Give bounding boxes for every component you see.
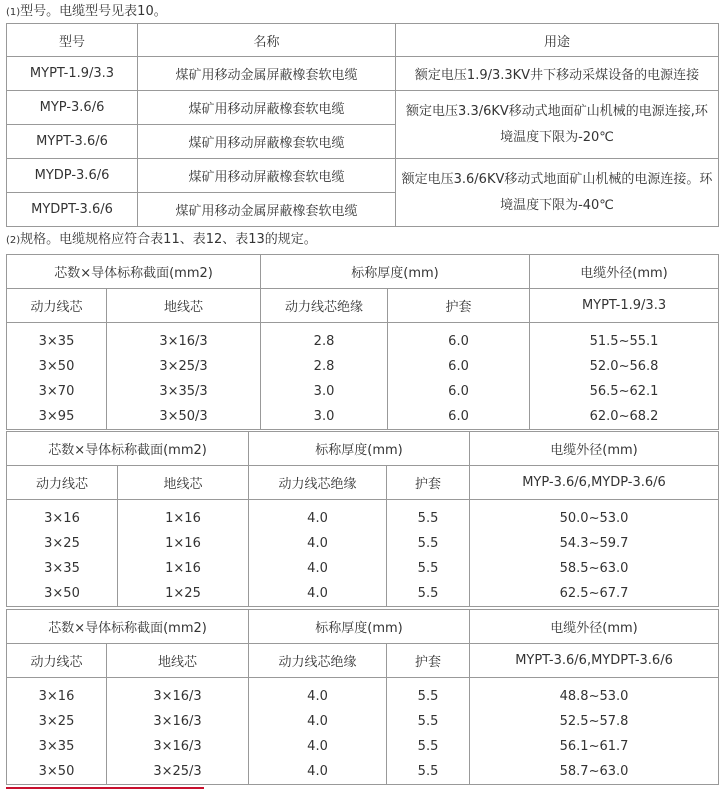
cell: 54.3~59.7 <box>470 531 719 556</box>
table-row <box>7 581 719 607</box>
cell: 4.0 <box>249 556 387 581</box>
cell: 3×25 <box>7 709 107 734</box>
cell: 50.0~53.0 <box>470 500 719 532</box>
spec-table-13 <box>6 609 719 785</box>
cell: 1×25 <box>118 581 249 607</box>
cell: 62.0~68.2 <box>530 404 719 430</box>
table-row <box>7 354 719 379</box>
use-cell-group-1: 额定电压3.3/6KV移动式地面矿山机械的电源连接,环境温度下限为-20℃ <box>396 91 719 159</box>
cell: 5.5 <box>387 759 470 785</box>
section-text: 型号。电缆型号见表10。 <box>20 4 167 19</box>
section-1-heading <box>6 2 167 23</box>
model-cell: MYDPT-3.6/6 <box>7 193 138 227</box>
section-text: 规格。电缆规格应符合表11、表12、表13的规定。 <box>20 232 317 247</box>
use-cell-group-2: 额定电压3.6/6KV移动式地面矿山机械的电源连接。环境温度下限为-40℃ <box>396 159 719 227</box>
bottom-divider <box>6 787 204 789</box>
spec-table-12 <box>6 431 719 607</box>
subheader-ground-core: 地线芯 <box>118 466 249 500</box>
subheader-insulation: 动力线芯绝缘 <box>249 644 387 678</box>
header-outer-diameter: 电缆外径(mm) <box>470 432 719 466</box>
cell: 3×50/3 <box>107 404 261 430</box>
spec-subheader-row <box>7 466 719 500</box>
cell: 3×50 <box>7 581 118 607</box>
cell: 3×25/3 <box>107 759 249 785</box>
subheader-model: MYPT-3.6/6,MYDPT-3.6/6 <box>470 644 719 678</box>
cell: 5.5 <box>387 581 470 607</box>
table-row <box>7 531 719 556</box>
table-row <box>7 500 719 532</box>
header-nominal-thickness: 标称厚度(mm) <box>249 432 470 466</box>
subheader-power-core: 动力线芯 <box>7 644 107 678</box>
header-nominal-thickness: 标称厚度(mm) <box>261 255 530 289</box>
cell: 3×50 <box>7 354 107 379</box>
cell: 6.0 <box>388 404 530 430</box>
table-row <box>7 57 719 91</box>
subheader-power-core: 动力线芯 <box>7 466 118 500</box>
cell: 56.5~62.1 <box>530 379 719 404</box>
subheader-insulation: 动力线芯绝缘 <box>249 466 387 500</box>
cell: 62.5~67.7 <box>470 581 719 607</box>
cell: 1×16 <box>118 531 249 556</box>
cell: 56.1~61.7 <box>470 734 719 759</box>
spec-subheader-row <box>7 644 719 678</box>
cell: 58.7~63.0 <box>470 759 719 785</box>
model-cell: MYDP-3.6/6 <box>7 159 138 193</box>
use-cell: 额定电压1.9/3.3KV井下移动采煤设备的电源连接 <box>396 57 719 91</box>
cell: 4.0 <box>249 678 387 710</box>
cell: 5.5 <box>387 709 470 734</box>
header-outer-diameter: 电缆外径(mm) <box>530 255 719 289</box>
model-cell: MYP-3.6/6 <box>7 91 138 125</box>
header-outer-diameter: 电缆外径(mm) <box>470 610 719 644</box>
section-number: (1) <box>6 7 21 18</box>
cell: 3×70 <box>7 379 107 404</box>
table-row <box>7 379 719 404</box>
cell: 52.0~56.8 <box>530 354 719 379</box>
cell: 1×16 <box>118 500 249 532</box>
cell: 3×50 <box>7 759 107 785</box>
cell: 2.8 <box>261 323 388 355</box>
cell: 3×25 <box>7 531 118 556</box>
header-name: 名称 <box>138 24 396 57</box>
spec-header-row <box>7 255 719 289</box>
cell: 5.5 <box>387 734 470 759</box>
section-2-heading <box>6 230 317 251</box>
name-cell: 煤矿用移动屏蔽橡套软电缆 <box>138 91 396 125</box>
name-cell: 煤矿用移动屏蔽橡套软电缆 <box>138 125 396 159</box>
cell: 5.5 <box>387 500 470 532</box>
table-row <box>7 678 719 710</box>
cell: 6.0 <box>388 354 530 379</box>
cell: 3×35 <box>7 556 118 581</box>
cell: 4.0 <box>249 759 387 785</box>
header-core-section: 芯数×导体标称截面(mm2) <box>7 255 261 289</box>
table-row <box>7 734 719 759</box>
table-10-cable-models <box>6 23 719 227</box>
table-row <box>7 556 719 581</box>
cell: 3×16 <box>7 500 118 532</box>
cell: 3×16/3 <box>107 734 249 759</box>
subheader-model: MYPT-1.9/3.3 <box>530 289 719 323</box>
spec-header-row <box>7 610 719 644</box>
cell: 6.0 <box>388 379 530 404</box>
model-cell: MYPT-1.9/3.3 <box>7 57 138 91</box>
cell: 3×35/3 <box>107 379 261 404</box>
cell: 5.5 <box>387 556 470 581</box>
spec-header-row <box>7 432 719 466</box>
subheader-ground-core: 地线芯 <box>107 289 261 323</box>
header-nominal-thickness: 标称厚度(mm) <box>249 610 470 644</box>
cell: 5.5 <box>387 678 470 710</box>
cell: 4.0 <box>249 734 387 759</box>
cell: 58.5~63.0 <box>470 556 719 581</box>
table-row <box>7 709 719 734</box>
table-row <box>7 91 719 125</box>
table-row <box>7 323 719 355</box>
spec-subheader-row <box>7 289 719 323</box>
table-row <box>7 404 719 430</box>
cell: 6.0 <box>388 323 530 355</box>
subheader-sheath: 护套 <box>388 289 530 323</box>
cell: 3×25/3 <box>107 354 261 379</box>
table-row <box>7 159 719 193</box>
cell: 3.0 <box>261 404 388 430</box>
cell: 1×16 <box>118 556 249 581</box>
cell: 4.0 <box>249 581 387 607</box>
subheader-sheath: 护套 <box>387 644 470 678</box>
cell: 4.0 <box>249 500 387 532</box>
name-cell: 煤矿用移动屏蔽橡套软电缆 <box>138 159 396 193</box>
section-number: (2) <box>6 235 21 246</box>
cell: 48.8~53.0 <box>470 678 719 710</box>
table-row <box>7 759 719 785</box>
subheader-power-core: 动力线芯 <box>7 289 107 323</box>
cell: 2.8 <box>261 354 388 379</box>
subheader-ground-core: 地线芯 <box>107 644 249 678</box>
header-core-section: 芯数×导体标称截面(mm2) <box>7 610 249 644</box>
cell: 3.0 <box>261 379 388 404</box>
cell: 4.0 <box>249 531 387 556</box>
header-use: 用途 <box>396 24 719 57</box>
cell: 3×16 <box>7 678 107 710</box>
cell: 52.5~57.8 <box>470 709 719 734</box>
table-header-row <box>7 24 719 57</box>
header-model: 型号 <box>7 24 138 57</box>
cell: 5.5 <box>387 531 470 556</box>
cell: 3×35 <box>7 323 107 355</box>
cell: 3×35 <box>7 734 107 759</box>
cell: 4.0 <box>249 709 387 734</box>
subheader-model: MYP-3.6/6,MYDP-3.6/6 <box>470 466 719 500</box>
cell: 3×16/3 <box>107 678 249 710</box>
model-cell: MYPT-3.6/6 <box>7 125 138 159</box>
cell: 3×16/3 <box>107 709 249 734</box>
subheader-sheath: 护套 <box>387 466 470 500</box>
subheader-insulation: 动力线芯绝缘 <box>261 289 388 323</box>
spec-table-11 <box>6 254 719 430</box>
cell: 3×95 <box>7 404 107 430</box>
cell: 51.5~55.1 <box>530 323 719 355</box>
name-cell: 煤矿用移动金属屏蔽橡套软电缆 <box>138 57 396 91</box>
header-core-section: 芯数×导体标称截面(mm2) <box>7 432 249 466</box>
cell: 3×16/3 <box>107 323 261 355</box>
name-cell: 煤矿用移动金属屏蔽橡套软电缆 <box>138 193 396 227</box>
